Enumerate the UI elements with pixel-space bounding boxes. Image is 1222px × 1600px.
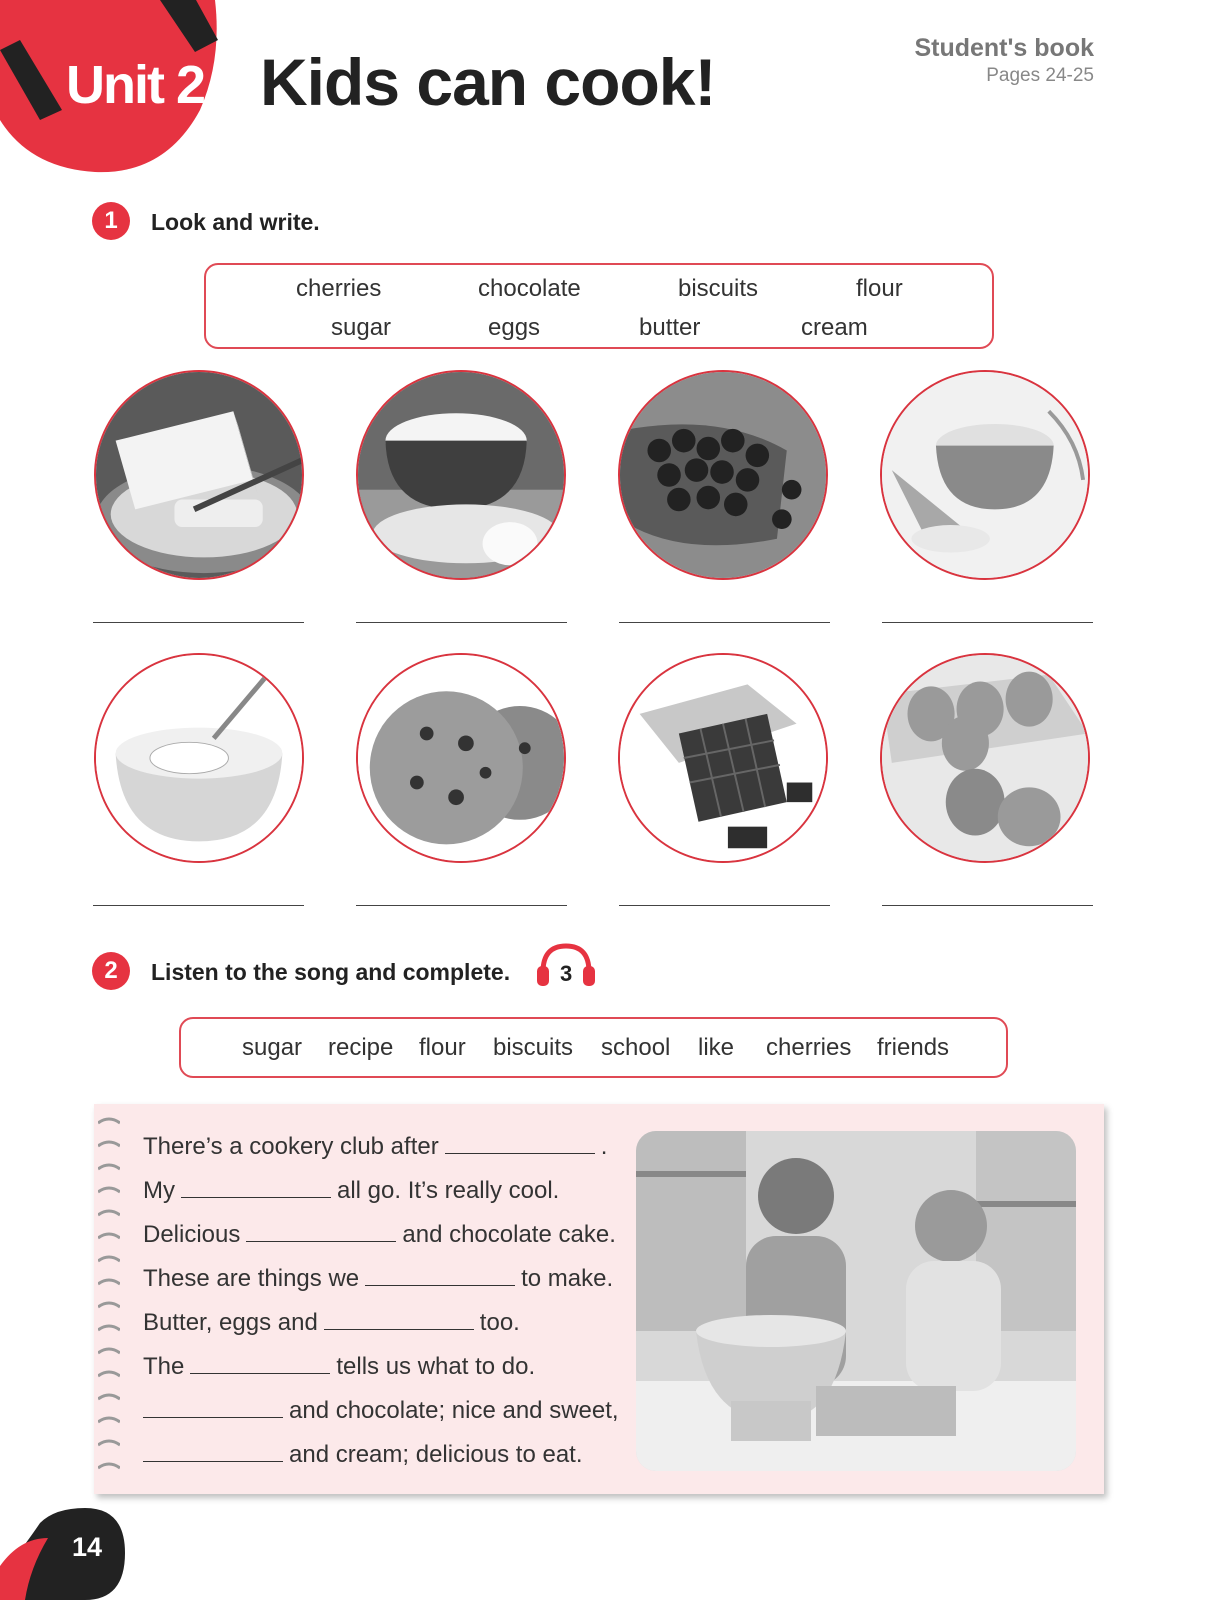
word-bank-item: flour: [856, 275, 903, 302]
track-number: 3: [560, 961, 573, 986]
answer-line[interactable]: [619, 622, 830, 623]
song-blank[interactable]: [143, 1397, 283, 1418]
song-line: and chocolate; nice and sweet,: [143, 1397, 619, 1425]
answer-line[interactable]: [356, 905, 567, 906]
word-bank-item: sugar: [331, 314, 392, 341]
song-blank[interactable]: [181, 1177, 331, 1198]
chocolate-picture: [618, 653, 828, 863]
page-number: 14: [72, 1532, 103, 1562]
word-box-2: [179, 1017, 1008, 1078]
song-blank[interactable]: [324, 1309, 474, 1330]
book-name: Student's book: [914, 34, 1094, 62]
word-bank-item: school: [601, 1034, 671, 1061]
exercise-2-instruction: Listen to the song and complete.: [151, 959, 511, 985]
word-bank-item: chocolate: [478, 275, 581, 302]
word-bank-item: flour: [419, 1034, 466, 1061]
answer-line[interactable]: [619, 905, 830, 906]
song-blank[interactable]: [143, 1441, 283, 1462]
exercise-1-number: 1: [92, 202, 130, 240]
page-number-tab: [0, 1508, 130, 1600]
word-bank-item: friends: [877, 1034, 950, 1061]
word-bank-item: cherries: [766, 1034, 852, 1061]
answer-line[interactable]: [882, 905, 1093, 906]
song-line: and cream; delicious to eat.: [143, 1441, 583, 1469]
word-bank-item: cherries: [296, 275, 382, 302]
butter-picture: [94, 370, 304, 580]
song-blank[interactable]: [365, 1265, 515, 1286]
word-bank-item: eggs: [488, 314, 541, 341]
flour-picture: [880, 370, 1090, 580]
word-box-1: [204, 263, 994, 349]
page-title: Kids can cook!: [260, 45, 716, 119]
exercise-2-number: 2: [92, 952, 130, 990]
answer-line[interactable]: [356, 622, 567, 623]
word-bank-item: biscuits: [678, 275, 759, 302]
song-blank[interactable]: [445, 1133, 595, 1154]
word-bank-item: like: [698, 1034, 735, 1061]
unit-label: Unit 2: [66, 55, 205, 115]
word-bank-item: butter: [639, 314, 701, 341]
answer-line[interactable]: [93, 622, 304, 623]
biscuits-picture: [356, 653, 566, 863]
cherries-picture: [618, 370, 828, 580]
song-blank[interactable]: [190, 1353, 330, 1374]
song-line: Delicious and chocolate cake.: [143, 1221, 616, 1248]
word-bank-item: cream: [801, 314, 868, 341]
book-reference: [914, 34, 1094, 87]
word-bank-item: biscuits: [493, 1034, 574, 1061]
song-line: There’s a cookery club after .: [143, 1133, 608, 1160]
kids-cooking-photo: [636, 1131, 1076, 1471]
word-bank-item: recipe: [328, 1034, 394, 1061]
answer-line[interactable]: [93, 905, 304, 906]
song-line: These are things we to make.: [143, 1265, 614, 1292]
cream-picture: [94, 653, 304, 863]
sugar-picture: [356, 370, 566, 580]
song-blank[interactable]: [246, 1221, 396, 1242]
song-line: The tells us what to do.: [143, 1353, 536, 1380]
book-pages: Pages 24-25: [986, 65, 1094, 86]
song-line: My all go. It’s really cool.: [143, 1177, 560, 1204]
eggs-picture: [880, 653, 1090, 863]
exercise-1-instruction: Look and write.: [151, 209, 320, 235]
song-line: Butter, eggs and too.: [143, 1309, 520, 1336]
answer-line[interactable]: [882, 622, 1093, 623]
word-bank-item: sugar: [242, 1034, 303, 1061]
